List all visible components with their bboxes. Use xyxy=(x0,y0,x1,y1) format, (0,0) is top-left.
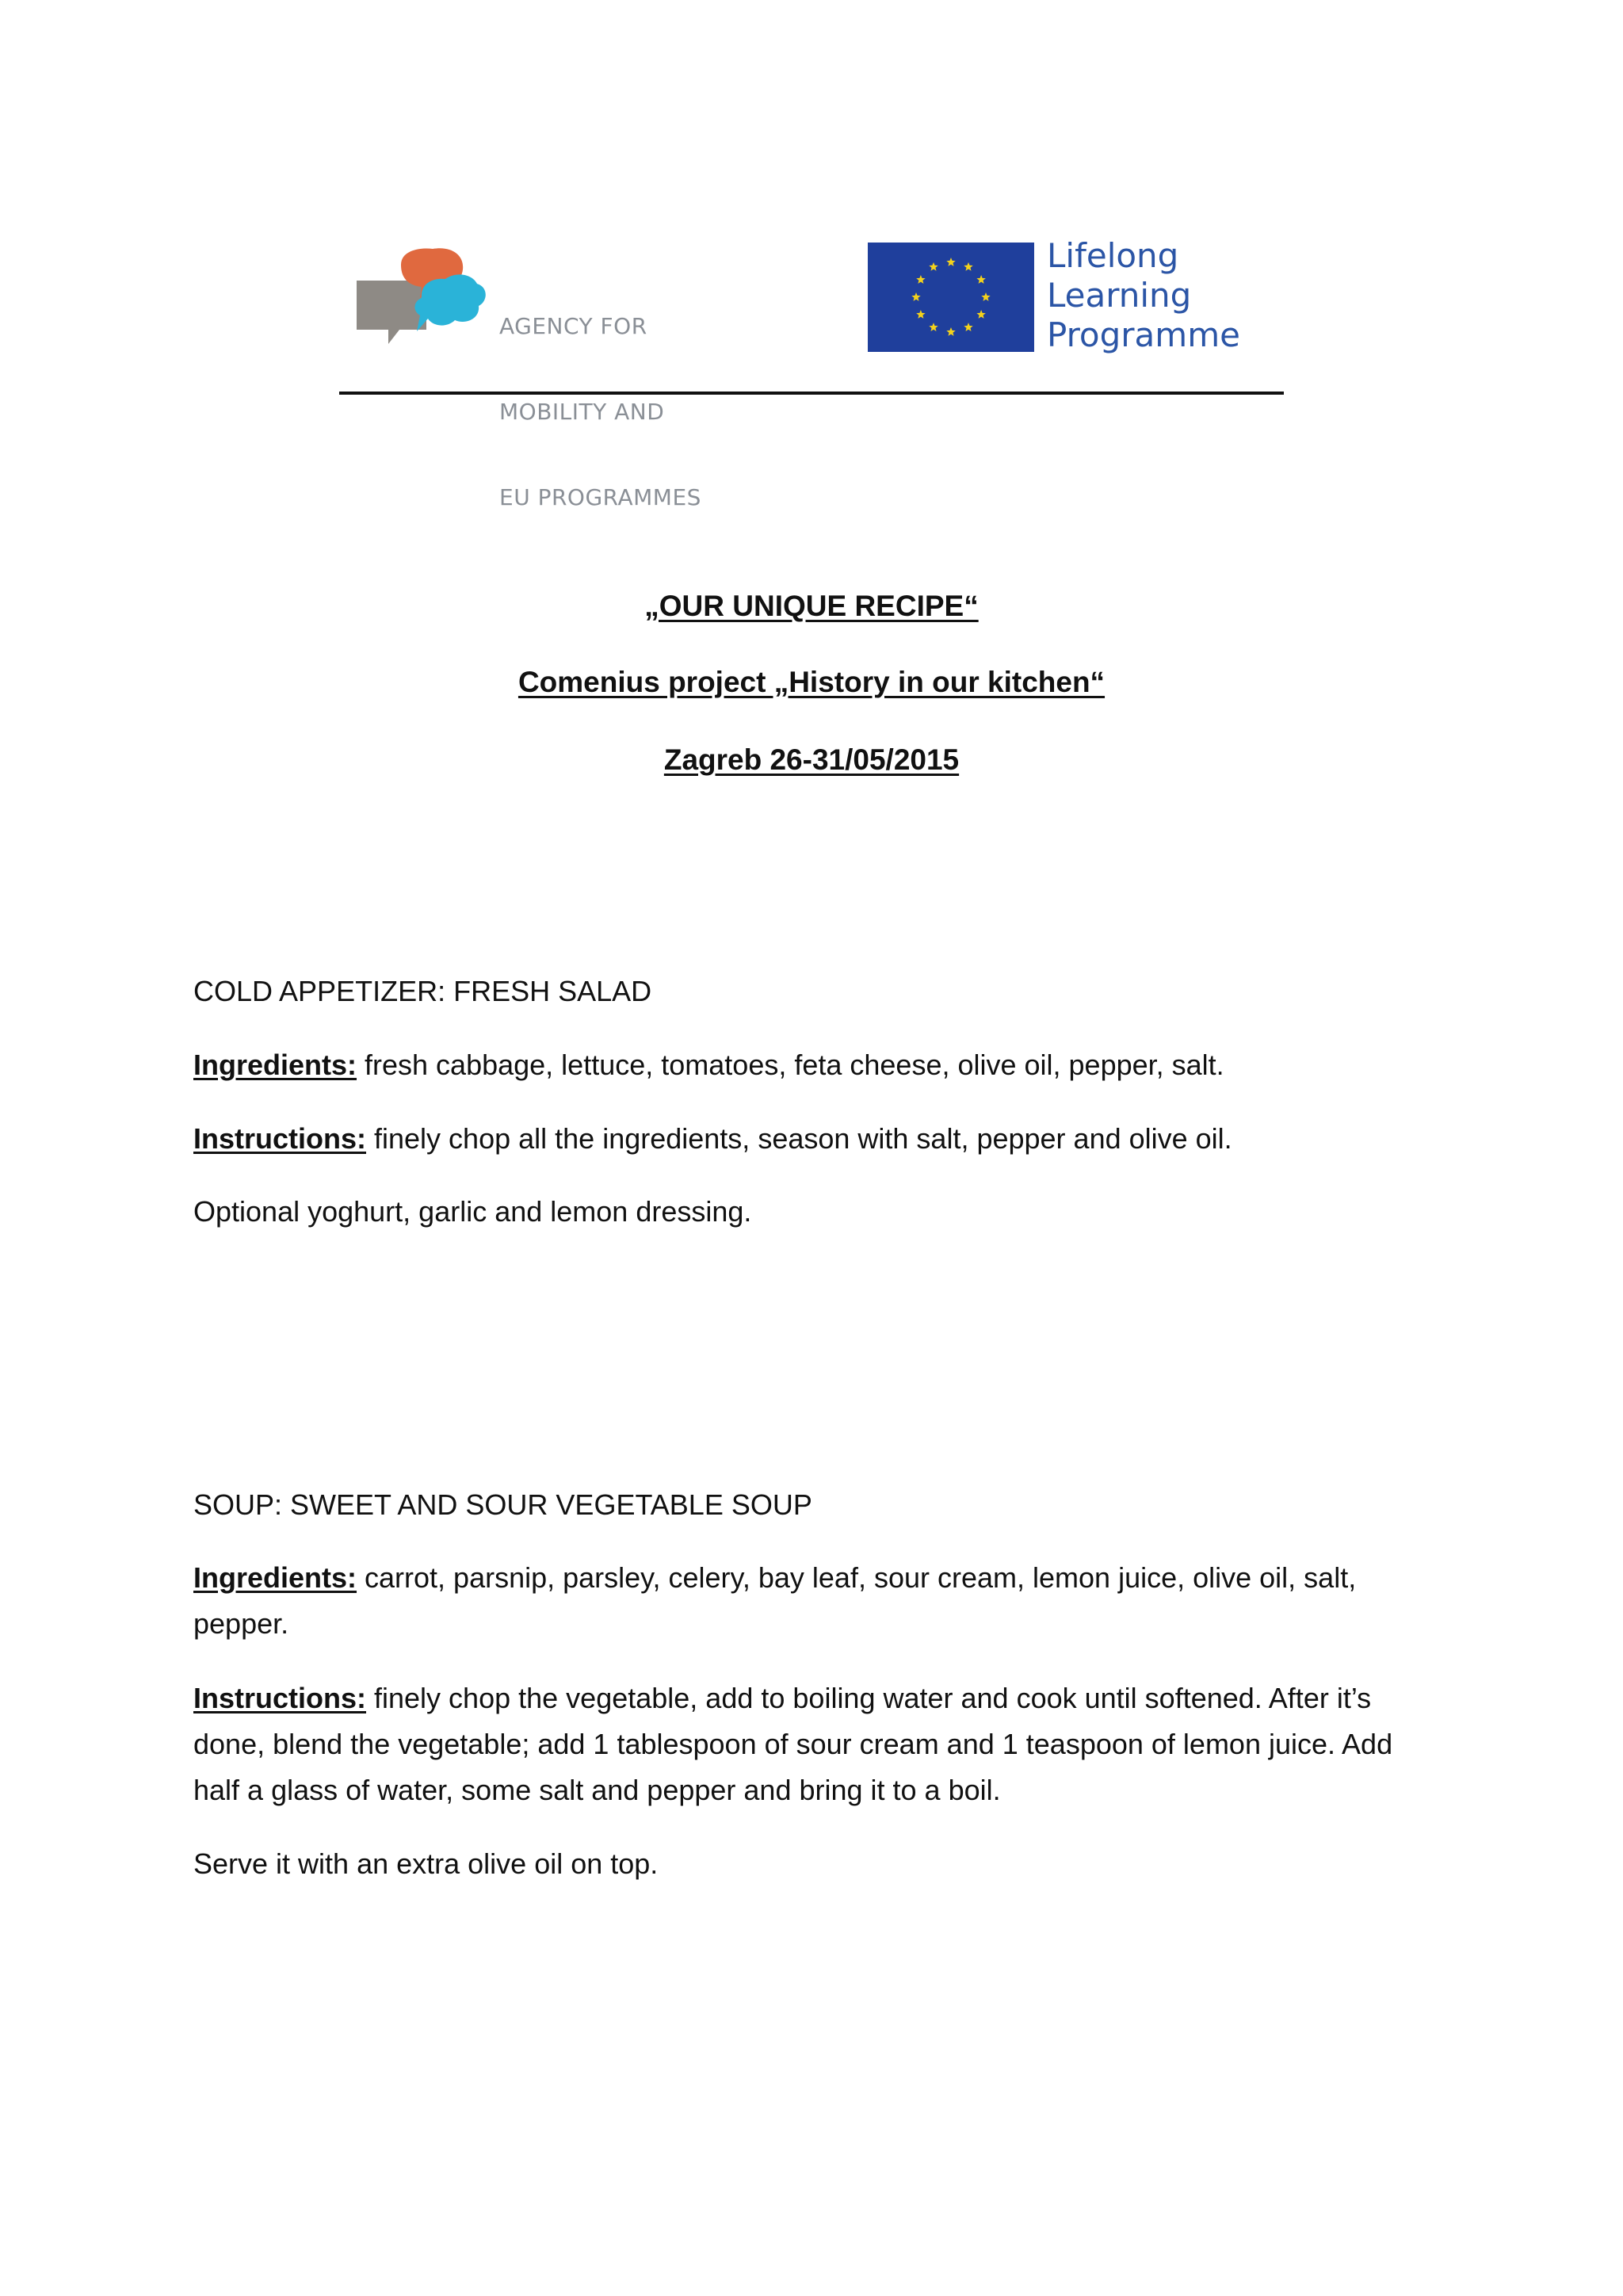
soup-instructions xyxy=(193,1675,1430,1813)
soup-note: Serve it with an extra olive oil on top. xyxy=(193,1847,659,1880)
ingredients-text: fresh cabbage, lettuce, tomatoes, feta cheese, olive oil, pepper, salt. xyxy=(357,1049,1224,1081)
instructions-text: finely chop all the ingredients, season with salt, pepper and olive oil. xyxy=(366,1122,1232,1155)
ingredients-label: Ingredients: xyxy=(193,1049,357,1081)
appetizer-note: Optional yoghurt, garlic and lemon dressing. xyxy=(193,1195,752,1228)
llp-logo xyxy=(868,236,1280,363)
agency-logo-line: EU PROGRAMMES xyxy=(499,484,701,510)
recipe-title: „OUR UNIQUE RECIPE“ xyxy=(644,590,979,622)
agency-logo xyxy=(353,231,734,510)
ingredients-text: carrot, parsnip, parsley, celery, bay leaf, sour cream, lemon juice, olive oil, salt, pepper. xyxy=(193,1561,1357,1640)
ingredients-label: Ingredients: xyxy=(193,1561,357,1594)
place-date-title: Zagreb 26-31/05/2015 xyxy=(663,743,960,776)
llp-logo-line: Lifelong xyxy=(1047,236,1179,275)
agency-logo-line: AGENCY FOR xyxy=(499,313,647,339)
eu-flag-icon xyxy=(868,243,1034,352)
soup-ingredients xyxy=(193,1555,1430,1647)
llp-logo-text xyxy=(1047,236,1240,355)
appetizer-heading: COLD APPETIZER: FRESH SALAD xyxy=(193,975,652,1007)
instructions-text: finely chop the vegetable, add to boiling water and cook until softened. After it’s done, blend the vegetable; add 1 tablespoon of sour cream and 1 teaspoon of lemon juice. Add half a glass of water, some salt and pepper and bring it to a boil. xyxy=(193,1682,1393,1806)
appetizer-instructions xyxy=(193,1116,1430,1162)
agency-logo-text xyxy=(499,255,701,569)
llp-logo-line: Programme xyxy=(1047,315,1240,354)
header-divider xyxy=(339,392,1284,395)
project-title: Comenius project „History in our kitchen“ xyxy=(517,666,1106,698)
appetizer-ingredients xyxy=(193,1042,1430,1088)
soup-heading: SOUP: SWEET AND SOUR VEGETABLE SOUP xyxy=(193,1488,812,1521)
instructions-label: Instructions: xyxy=(193,1122,367,1155)
instructions-label: Instructions: xyxy=(193,1682,367,1714)
speech-bubbles-icon xyxy=(353,247,488,358)
agency-logo-line: MOBILITY AND xyxy=(499,399,665,425)
llp-logo-line: Learning xyxy=(1047,276,1192,315)
